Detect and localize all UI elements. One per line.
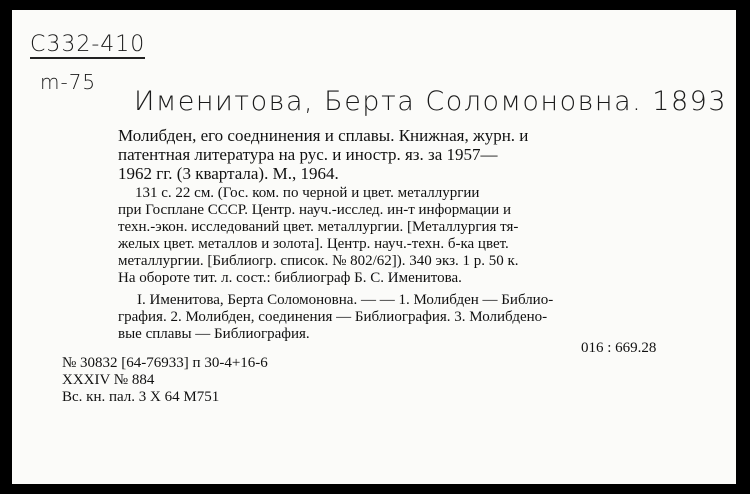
tracing-line: вые сплавы — Библиография. [118, 326, 310, 342]
call-number-primary-text: С332-410 [30, 32, 146, 57]
description-line: металлургии. [Библиогр. список. № 802/62]). 340 экз. 1 р. 50 к. [118, 253, 519, 269]
description-line: техн.-экон. исследований цвет. металлургии. [Металлургия тя- [118, 219, 519, 235]
catalog-card [12, 10, 736, 484]
call-number-secondary: m-75 [40, 70, 97, 94]
footer-line: XXXIV № 884 [62, 372, 155, 388]
footer-line: № 30832 [64-76933] п 30-4+16-6 [62, 355, 268, 371]
description-line: желых цвет. металлов и золота]. Центр. науч.-техн. б-ка цвет. [118, 236, 509, 252]
call-number-underline [30, 57, 145, 59]
description-line: На обороте тит. л. сост.: библиограф Б. С. Именитова. [118, 270, 462, 286]
title-line: 1962 гг. (3 квартала). М., 1964. [118, 164, 339, 183]
footer-line: Вс. кн. пал. 3 X 64 М751 [62, 389, 220, 405]
title-line: Молибден, его соеднинения и сплавы. Книжная, журн. и [118, 126, 529, 145]
description-line: при Госплане СССР. Центр. науч.-исслед. ин-т информации и [118, 202, 511, 218]
description-line: 131 с. 22 см. (Гос. ком. по черной и цвет. металлургии [135, 185, 480, 201]
call-number-primary [30, 32, 145, 57]
author-handwritten: Именитова, Берта Соломоновна. 1893 [134, 86, 727, 117]
tracing-line: графия. 2. Молибден, соединения — Библиография. 3. Молибдено- [118, 309, 548, 325]
title-line: патентная литература на рус. и иностр. яз. за 1957— [118, 145, 498, 164]
tracing-line: I. Именитова, Берта Соломоновна. — — 1. Молибден — Библио- [137, 292, 554, 308]
classification-number: 016 : 669.28 [581, 340, 657, 356]
